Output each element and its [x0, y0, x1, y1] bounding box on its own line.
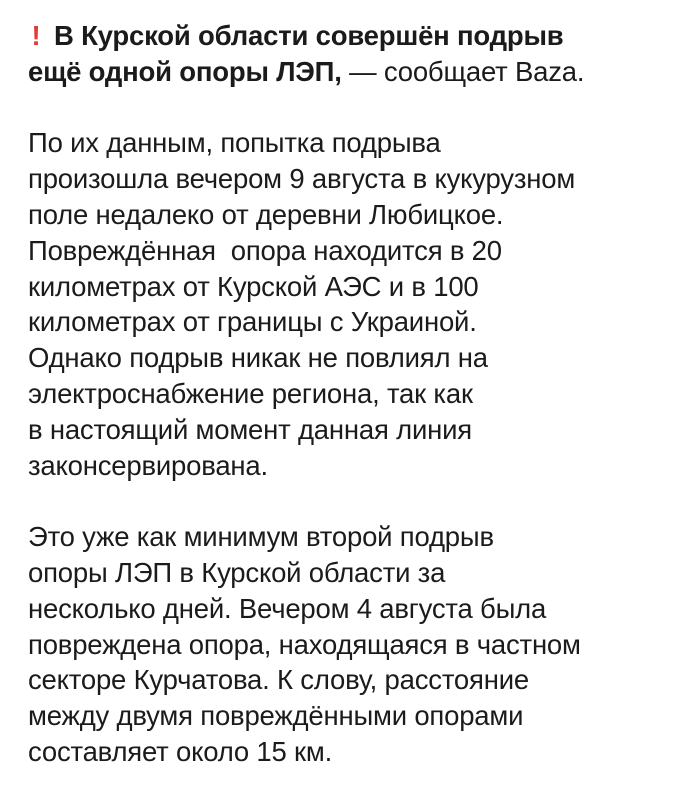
paragraph2-line: между двумя повреждёнными опорами: [28, 700, 524, 732]
headline-bold-part: ещё одной опоры ЛЭП,: [28, 55, 342, 87]
paragraph2-line: Это уже как минимум второй подрыв: [28, 521, 494, 553]
paragraph2-line: несколько дней. Вечером 4 августа была: [28, 592, 547, 624]
paragraph2-line: опоры ЛЭП в Курской области за: [28, 556, 446, 588]
headline-source: — сообщает Baza.: [341, 55, 585, 87]
paragraph1-line: Однако подрыв никак не повлиял на: [28, 342, 488, 374]
paragraph2-line: составляет около 15 км.: [28, 735, 333, 767]
cut-off-text-line: [150, 0, 320, 2]
paragraph-gap: [28, 483, 668, 519]
headline-line-1: ! В Курской области совершён подрыв: [28, 18, 668, 54]
paragraph1-line: километрах от границы с Украиной.: [28, 306, 477, 338]
paragraph1-line: электроснабжение региона, так как: [28, 377, 473, 409]
paragraph1-line: в настоящий момент данная линия: [28, 413, 472, 445]
paragraph1-line: произошла вечером 9 августа в кукурузном: [28, 163, 576, 195]
paragraph1-line: По их данным, попытка подрыва: [28, 127, 441, 159]
paragraph1-line: поле недалеко от деревни Любицкое.: [28, 198, 504, 230]
paragraph1-line: Повреждённая опора находится в 20: [28, 234, 502, 266]
paragraph1-line: километрах от Курской АЭС и в 100: [28, 270, 479, 302]
paragraph1-line: законсервирована.: [28, 449, 268, 481]
message-text: [28, 18, 668, 770]
paragraph2-line: повреждена опора, находящаяся в частном: [28, 628, 581, 660]
headline-line-2: [28, 54, 668, 90]
paragraph-gap: [28, 90, 668, 126]
red-exclamation-icon: !: [31, 20, 41, 51]
paragraph2-line: секторе Курчатова. К слову, расстояние: [28, 664, 529, 696]
